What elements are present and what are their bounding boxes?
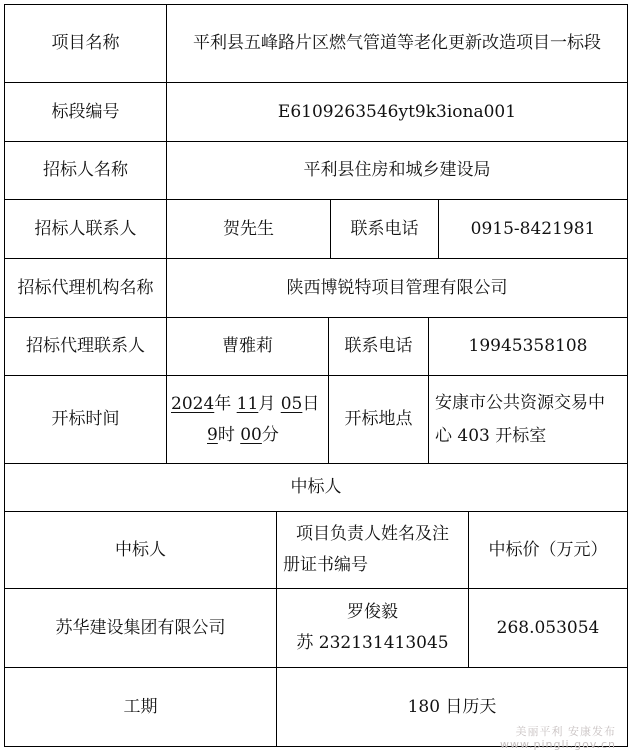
opening-clock-line: [171, 422, 279, 449]
opening-date-line: [171, 391, 319, 418]
manager-info: [277, 589, 468, 667]
tenderer-label: 招标人名称: [43, 160, 128, 180]
watermark-line2: www.pingli.gov.cn: [500, 738, 616, 751]
winner-name: 苏华建设集团有限公司: [55, 617, 226, 638]
opening-month-unit: 月: [258, 393, 276, 414]
opening-place-line1: 安康市公共资源交易中: [435, 392, 605, 413]
tenderer-contact-label: 招标人联系人: [34, 218, 137, 239]
project-name-label: 项目名称: [51, 33, 120, 53]
manager-header-line2: 册证书编号: [283, 555, 368, 575]
opening-time-label: 开标时间: [51, 409, 120, 429]
opening-place-label: 开标地点: [344, 409, 413, 429]
section-no-value: E6109263546yt9k3iona001: [277, 101, 517, 122]
opening-place-line2: 心 403 开标室: [435, 425, 547, 446]
opening-minute: 00: [240, 424, 262, 445]
opening-place-value: [429, 376, 627, 463]
period-label: 工期: [123, 696, 158, 717]
price-header: 中标价（万元）: [488, 539, 608, 560]
opening-day: 05: [280, 393, 303, 414]
agency-contact-value: 曹雅莉: [222, 336, 273, 356]
section-no-label: 标段编号: [51, 101, 120, 122]
winner-section-title: 中标人: [290, 477, 342, 497]
agency-label: 招标代理机构名称: [17, 277, 154, 298]
period-value: 180 日历天: [407, 696, 497, 717]
opening-year: 2024: [171, 393, 215, 414]
agency-value: 陕西博锐特项目管理有限公司: [286, 277, 508, 298]
opening-time-value: [167, 376, 328, 463]
opening-minute-unit: 分: [261, 424, 279, 445]
opening-hour-unit: 时: [217, 424, 235, 445]
manager-name: 罗俊毅: [347, 602, 398, 622]
opening-day-unit: 日: [302, 393, 320, 414]
tenderer-value: 平利县住房和城乡建设局: [303, 160, 491, 180]
tenderer-phone-value: 0915-8421981: [470, 218, 596, 239]
agency-phone-value: 19945358108: [468, 336, 588, 356]
tenderer-contact-value: 贺先生: [223, 218, 274, 239]
manager-cert: 苏 232131413045: [296, 633, 449, 653]
manager-header: [277, 512, 468, 588]
agency-phone-label: 联系电话: [344, 336, 413, 356]
winner-header: 中标人: [115, 539, 166, 560]
watermark-line1: 美丽平利 安康发布: [515, 725, 616, 738]
tenderer-phone-label: 联系电话: [350, 218, 419, 239]
opening-year-unit: 年: [214, 393, 232, 414]
watermark: [500, 725, 616, 751]
opening-month: 11: [236, 393, 259, 414]
winning-price: 268.053054: [496, 617, 600, 638]
agency-contact-label: 招标代理联系人: [26, 336, 145, 356]
opening-hour: 9: [207, 424, 218, 445]
manager-header-line1: 项目负责人姓名及注: [296, 524, 449, 544]
project-name-value: 平利县五峰路片区燃气管道等老化更新改造项目一标段: [193, 33, 601, 53]
